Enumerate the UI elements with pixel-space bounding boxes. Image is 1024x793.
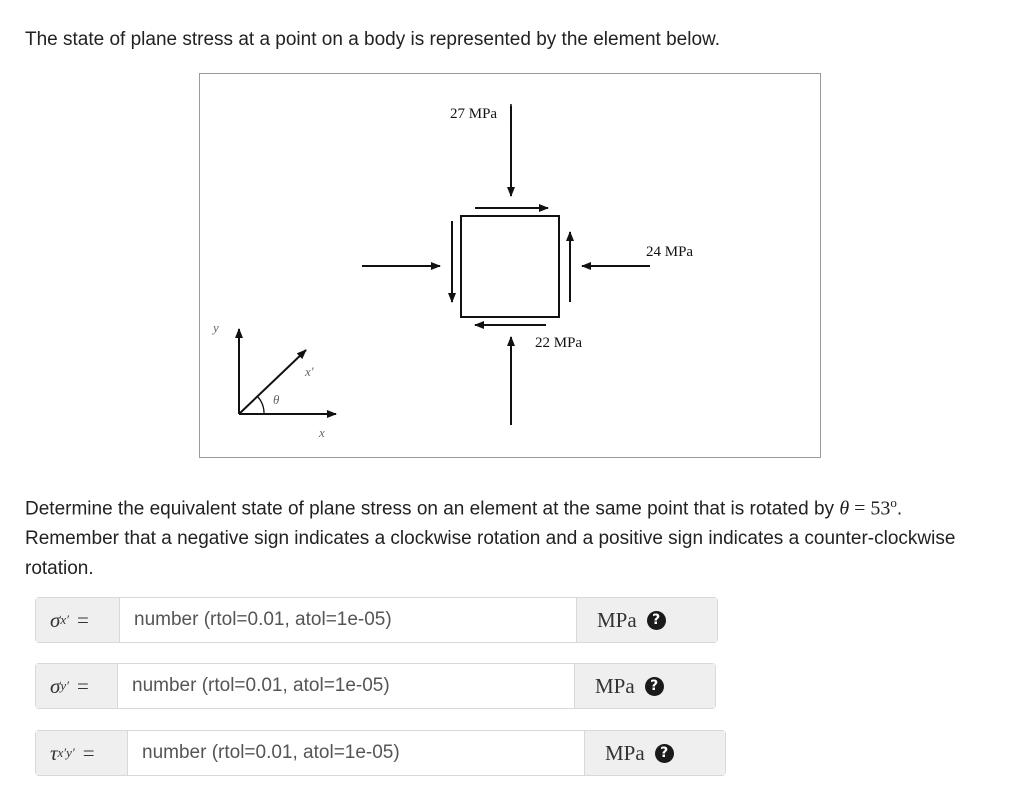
question-prompt [25, 488, 985, 584]
sigma-x-input[interactable] [120, 598, 576, 642]
sigma-y-unit: MPa [595, 673, 635, 698]
angle-value: 53 [870, 497, 891, 520]
sigma-x-symbol: σ x′ = [36, 598, 120, 642]
tau-xy-answer-row [35, 730, 726, 776]
sigma-y-input-group [35, 663, 716, 709]
equals-sign: = [849, 497, 871, 520]
theta-symbol: θ [839, 497, 850, 520]
tau-xy-help-icon[interactable]: ? [655, 744, 674, 763]
right-stress-label: 24 MPa [646, 244, 694, 260]
theta-label: θ [273, 392, 280, 407]
tau-xy-unit: MPa [605, 740, 645, 765]
sigma-x-answer-row [35, 597, 718, 643]
sigma-x-unit-addon [576, 598, 717, 642]
sigma-y-answer-row [35, 663, 716, 709]
tau-xy-symbol: τ x′y′ = [36, 731, 128, 775]
stress-element-figure [199, 73, 821, 458]
sigma-y-symbol: σ y′ = [36, 664, 118, 708]
shear-stress-label: 22 MPa [535, 335, 583, 351]
sigma-x-input-group [35, 597, 718, 643]
tau-xy-input[interactable] [128, 731, 584, 775]
stress-element-diagram [200, 74, 822, 459]
top-stress-label: 27 MPa [450, 106, 498, 122]
x-axis-label: x [319, 425, 325, 440]
angle-unit: o [890, 495, 897, 510]
intro-text: The state of plane stress at a point on a body is represented by the element below. [25, 29, 720, 50]
prompt-part1: Determine the equivalent state of plane stress on an element at the same point that is rotated by [25, 498, 840, 520]
stress-element-square [461, 216, 559, 317]
sigma-y-input[interactable] [118, 664, 574, 708]
tau-xy-input-group [35, 730, 726, 776]
prompt-part2: . Remember that a negative sign indicates a clockwise rotation and a positive sign indicates a counter-clockwise rotation. [25, 498, 956, 580]
sigma-x-help-icon[interactable]: ? [647, 611, 666, 630]
sigma-y-help-icon[interactable]: ? [645, 677, 664, 696]
sigma-y-unit-addon [574, 664, 715, 708]
sigma-x-unit: MPa [597, 607, 637, 632]
xprime-axis-label: x' [305, 364, 314, 379]
y-axis-label: y [213, 320, 219, 335]
tau-xy-unit-addon [584, 731, 725, 775]
theta-arc [257, 396, 264, 414]
